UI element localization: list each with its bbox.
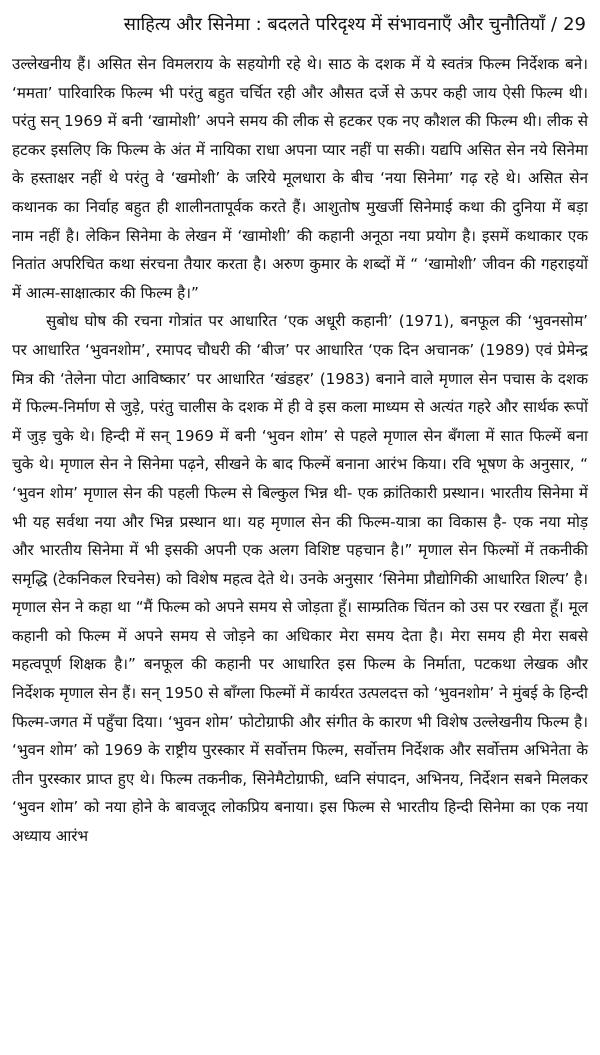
page-number: 29 [563, 14, 586, 35]
running-title: साहित्य और सिनेमा : बदलते परिदृश्य में संभावनाएँ और चुनौतियाँ [123, 14, 546, 35]
body-text [12, 50, 588, 851]
header-separator: / [551, 14, 558, 35]
running-header [12, 0, 588, 50]
paragraph-continued: उल्लेखनीय हैं। असित सेन विमलराय के सहयोगी रहे थे। साठ के दशक में ये स्वतंत्र फिल्म निर्देशक बने। ‘ममता’ पारिवारिक फिल्म भी परंतु बहुत चर्चित रही और औसत दर्जे से ऊपर कही जाय ऐसी फिल्म थी। परंतु सन् 1969 में बनी ‘खामोशी’ अपने समय की लीक से हटकर एक नए कौशल की फिल्म थी। लीक से हटकर इसलिए कि फिल्म के अंत में नायिका राधा अपना प्यार नहीं पा सकी। यद्यपि असित सेन नये सिनेमा के हस्ताक्षर नहीं थे परंतु वे ‘खमोशी’ के जरिये मूलधारा के बीच ‘नया सिनेमा’ गढ़ रहे थे। असित सेन कथानक का निर्वाह बहुत ही शालीनतापूर्वक करते हैं। आशुतोष मुखर्जी सिनेमाई कथा की दुनिया में बड़ा नाम नहीं है। लेकिन सिनेमा के लेखन में ‘खामोशी’ की कहानी अनूठा नया प्रयोग है। इसमें कथाकार एक नितांत अपरिचित कथा संरचना तैयार करता है। अरुण कुमार के शब्दों में “ ‘खामोशी’ जीवन की गहराइयों में आत्म-साक्षात्कार की फिल्म है।” [12, 55, 588, 302]
paragraph-mrinal-sen: सुबोध घोष की रचना गोत्रांत पर आधारित ‘एक अधूरी कहानी’ (1971), बनफूल की ‘भुवनसोम’ पर आधारित ‘भुवनशोम’, रमापद चौधरी की ‘बीज’ पर आधारित ‘एक दिन अचानक’ (1989) एवं प्रेमेन्द्र मित्र की ‘तेलेना पोटा आविष्कार’ पर आधारित ‘खंडहर’ (1983) बनाने वाले मृणाल सेन पचास के दशक में फिल्म-निर्माण से जुड़े, परंतु चालीस के दशक में ही वे इस कला माध्यम से अत्यंत गहरे और सार्थक रूपों में जुड़ चुके थे। हिन्दी में सन् 1969 में बनी ‘भुवन शोम’ से पहले मृणाल सेन बँगला में सात फिल्में बना चुके थे। मृणाल सेन ने सिनेमा पढ़ने, सीखने के बाद फिल्में बनाना आरंभ किया। रवि भूषण के अनुसार, “ ‘भुवन शोम’ मृणाल सेन की पहली फिल्म से बिल्कुल भिन्न थी- एक क्रांतिकारी प्रस्थान। भारतीय सिनेमा में भी यह सर्वथा नया और भिन्न प्रस्थान था। यह मृणाल सेन की फिल्म-यात्रा का विकास है- एक नया मोड़ और भारतीय सिनेमा में भी इसकी अपनी एक अलग विशिष्ट पहचान है।” मृणाल सेन फिल्मों में तकनीकी समृद्धि (टेकनिकल रिचनेस) को विशेष महत्व देते थे। उनके अनुसार ‘सिनेमा प्रौद्योगिकी आधारित शिल्प’ है। मृणाल सेन ने कहा था “मैं फिल्म को अपने समय से जोड़ता हूँ। साम्प्रतिक चिंतन को उस पर रखता हूँ। मूल कहानी को फिल्म में अपने समय से जोड़ने का अधिकार मेरा समय देता है। मेरा समय ही मेरा सबसे महत्वपूर्ण शिक्षक है।” बनफूल की कहानी पर आधारित इस फिल्म के निर्माता, पटकथा लेखक और निर्देशक मृणाल सेन हैं। सन् 1950 से बाँग्ला फिल्मों में कार्यरत उत्पलदत्त को ‘भुवनशोम’ ने मुंबई के हिन्दी फिल्म-जगत में पहुँचा दिया। ‘भुवन शोम’ फोटोग्राफी और संगीत के कारण भी विशेष उल्लेखनीय फिल्म है। ‘भुवन शोम’ को 1969 के राष्ट्रीय पुरस्कार में सर्वोत्तम फिल्म, सर्वोत्तम निर्देशक और सर्वोत्तम अभिनेता के तीन पुरस्कार प्राप्त हुए थे। फिल्म तकनीक, सिनेमैटोग्राफी, ध्वनि संपादन, अभिनय, निर्देशन सबने मिलकर ‘भुवन शोम’ को नया होने के बावजूद लोकप्रिय बनाया। इस फिल्म से भारतीय हिन्दी सिनेमा का एक नया अध्याय आरंभ [12, 312, 589, 846]
